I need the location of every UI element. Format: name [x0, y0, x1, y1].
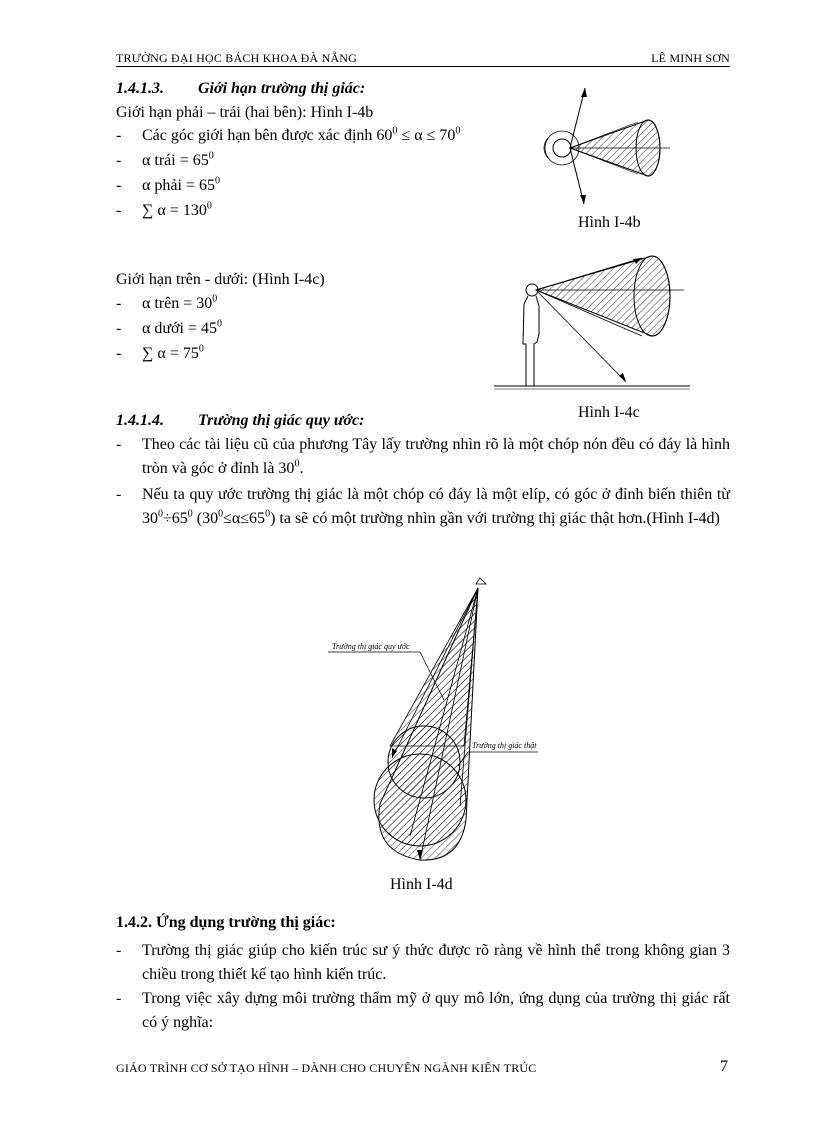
section-number: 1.4.1.3. — [116, 80, 164, 97]
section-number: 1.4.1.4. — [116, 412, 164, 429]
section-title: Trường thị giác quy ước: — [198, 412, 365, 429]
paragraph-application-2: - Trong việc xây dựng môi trường thẩm mỹ ở quy mô lớn, ứng dụng của trường thị giác rất có ý nghĩa: — [116, 990, 730, 1031]
figure-i-4d — [320, 570, 550, 870]
caption-i-4d: Hình I-4d — [390, 876, 453, 893]
caption-i-4b: Hình I-4b — [578, 214, 641, 231]
section-heading-1414 — [116, 412, 364, 430]
intro-left-right: Giới hạn phải – trái (hai bên): Hình I-4b — [116, 104, 374, 121]
page-number: 7 — [720, 1058, 728, 1075]
figure-label-real: Trường thị giác thật — [472, 741, 537, 750]
intro-top-bottom: Giới hạn trên - dưới: (Hình I-4c) — [116, 271, 325, 288]
figure-label-conventional: Trường thị giác quy ước — [332, 642, 410, 651]
paragraph-application-1: - Trường thị giác giúp cho kiến trúc sư ý thức được rõ ràng về hình thể trong không gian 3 chiều trong thiết kế tạo hình kiến trúc. — [116, 942, 730, 983]
header-school: TRƯỜNG ĐẠI HỌC BÁCH KHOA ĐÀ NẴNG — [116, 51, 358, 65]
section-heading-1413 — [116, 80, 365, 98]
header-rule — [116, 66, 730, 67]
paragraph-western-cone: - Theo các tài liệu cũ của phương Tây lấy trường nhìn rõ là một chóp nón đều có đáy là hình tròn và góc ở đỉnh là $30^0$. — [116, 436, 730, 477]
header-author: LÊ MINH SƠN — [651, 51, 730, 65]
section-title: Giới hạn trường thị giác: — [198, 80, 366, 97]
figure-i-4b — [530, 82, 730, 217]
footer-book-title: GIÁO TRÌNH CƠ SỞ TẠO HÌNH – DÀNH CHO CHUYÊN NGÀNH KIẾN TRÚC — [116, 1061, 537, 1075]
figure-i-4c — [492, 248, 692, 393]
section-heading-142: 1.4.2. Ứng dụng trường thị giác: — [116, 914, 336, 931]
paragraph-elliptic-cone: - Nếu ta quy ước trường thị giác là một chóp có đáy là một elíp, có góc ở đỉnh biến thiên từ $30^0\div 65^0$ $(30^0\le\alpha\le 65^0)$ ta sẽ có một trường nhìn gần với trường thị giác thật hơn.(Hình I-4d) — [116, 486, 730, 527]
caption-i-4c: Hình I-4c — [578, 404, 640, 421]
